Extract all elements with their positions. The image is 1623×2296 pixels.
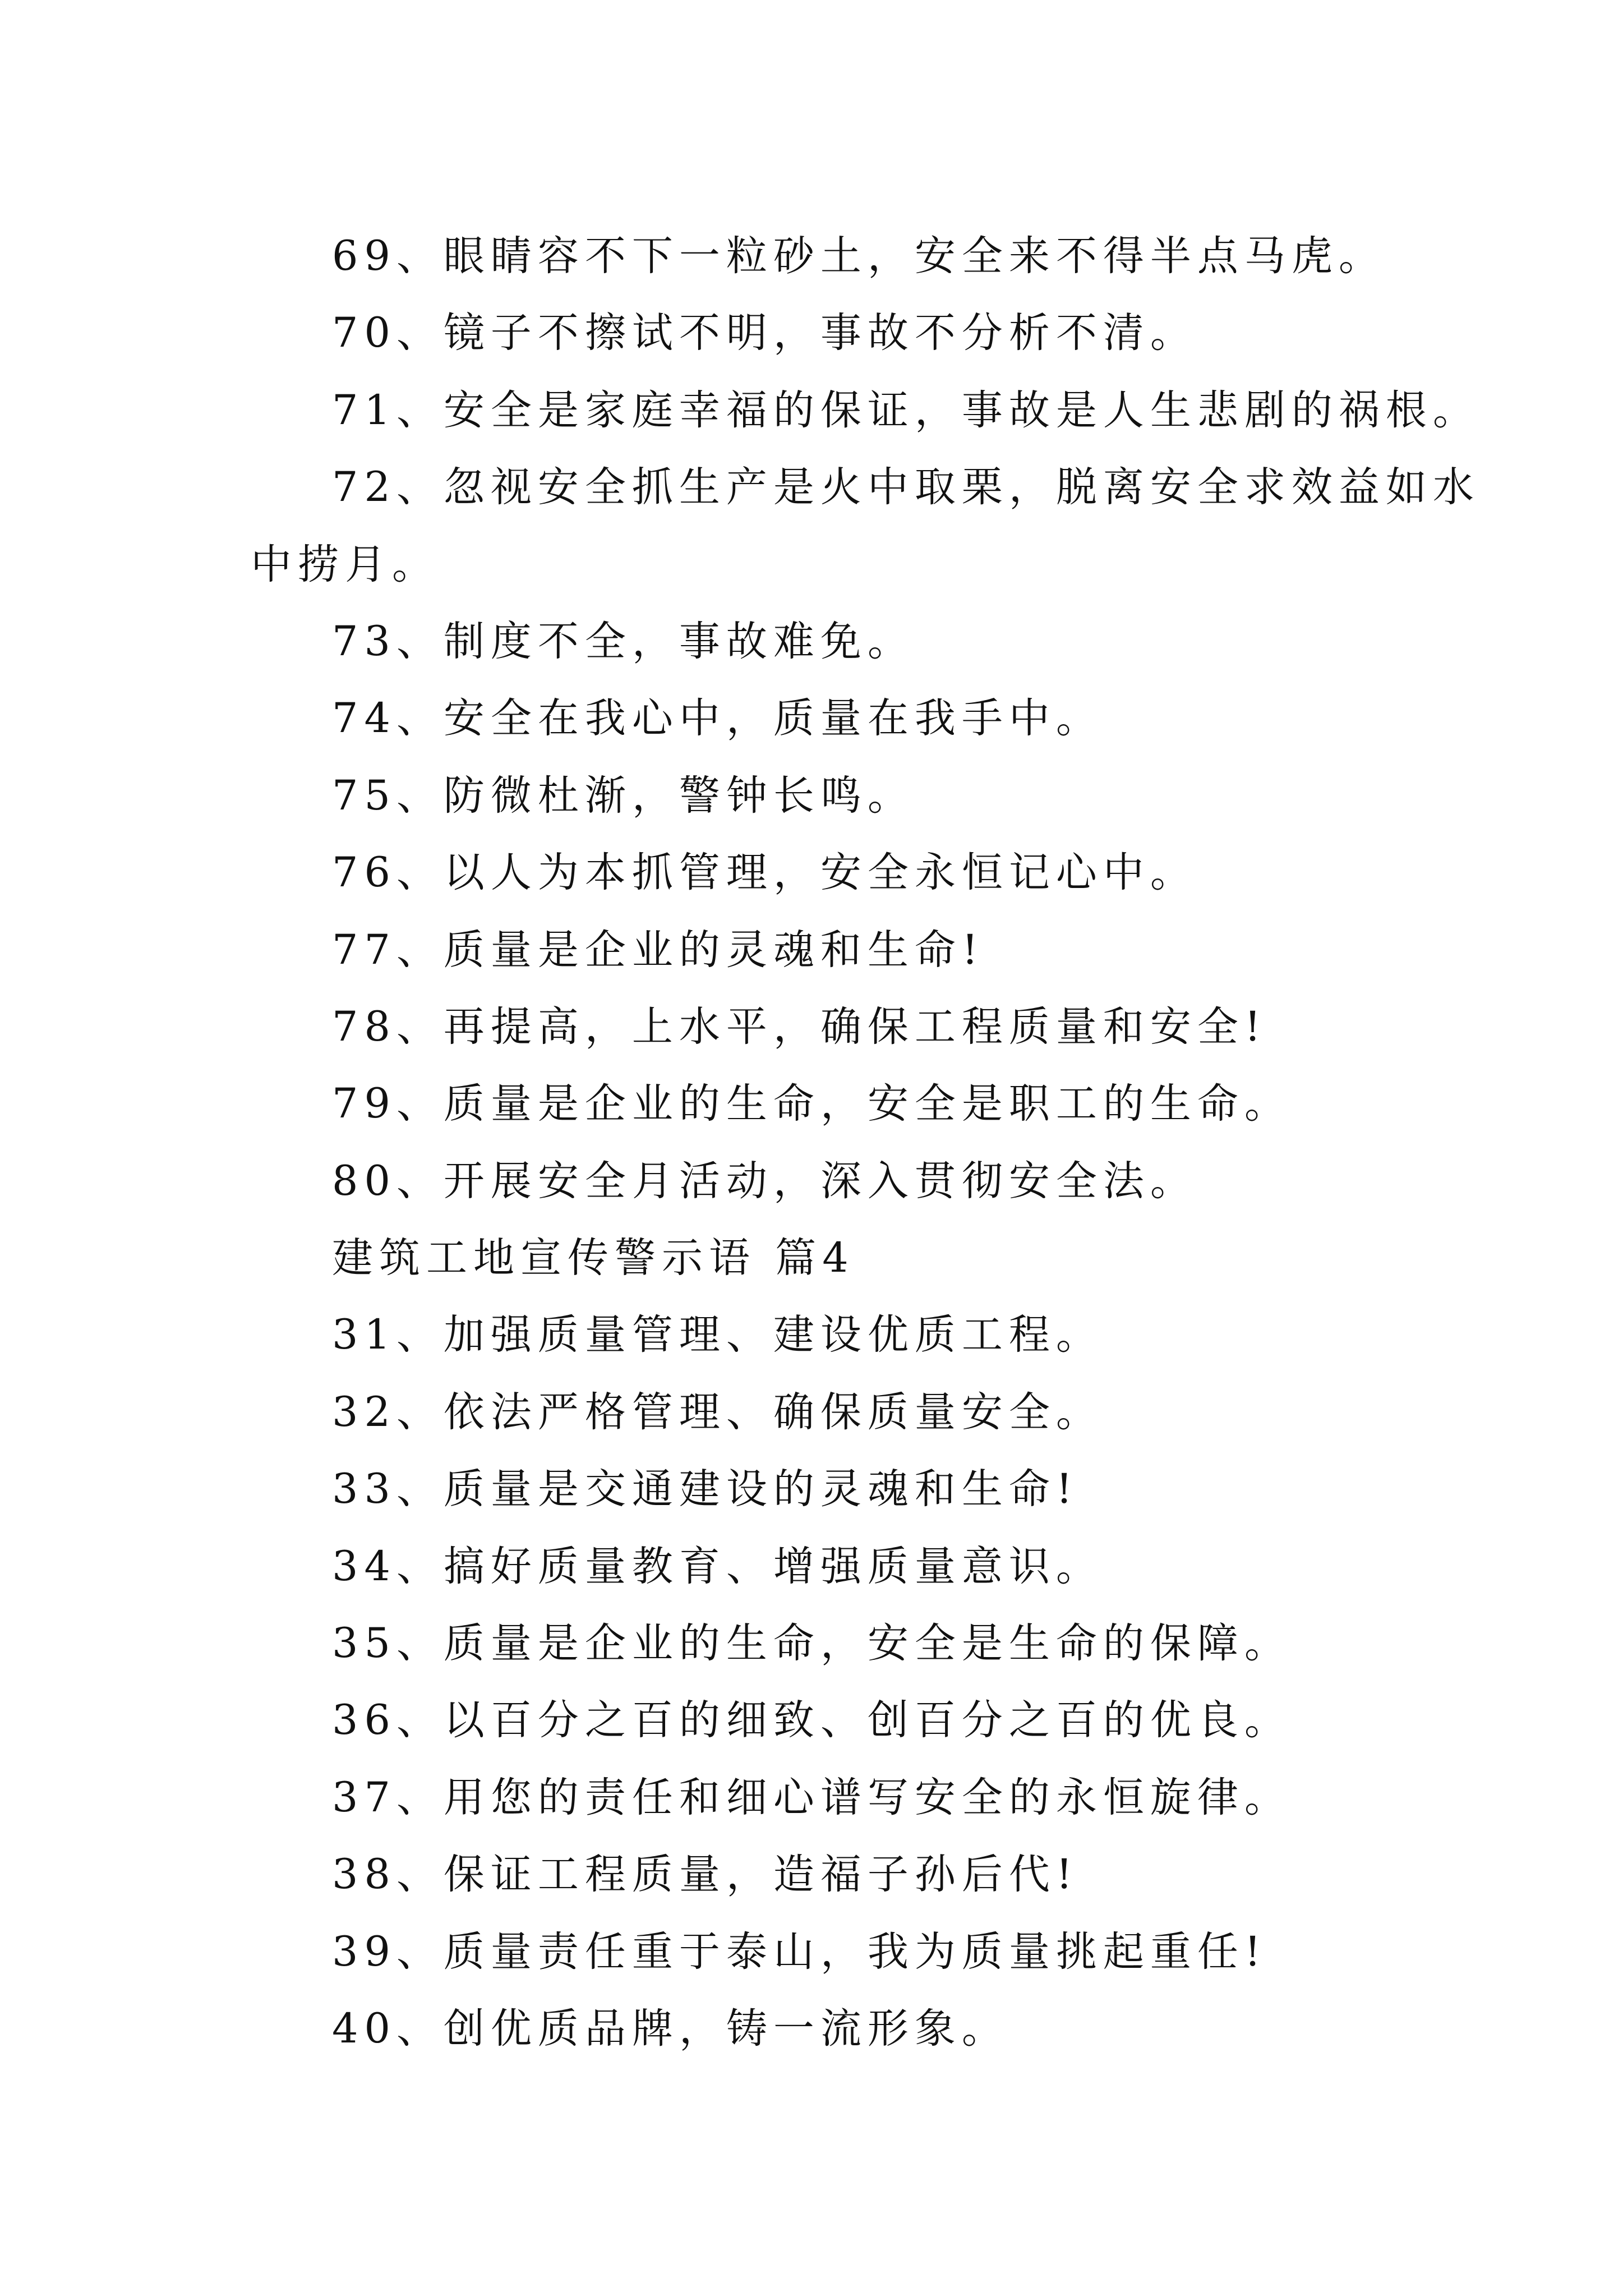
paragraph-line: 70、镜子不擦试不明，事故不分析不清。 (332, 309, 1197, 357)
paragraph-line: 71、安全是家庭幸福的保证，事故是人生悲剧的祸根。 (332, 386, 1480, 434)
paragraph-continuation-line: 中捞月。 (251, 540, 439, 588)
section-heading: 建筑工地宣传警示语 篇4 (332, 1234, 855, 1282)
paragraph-line: 75、防微杜渐，警钟长鸣。 (332, 771, 915, 820)
paragraph-line: 32、依法严格管理、确保质量安全。 (332, 1388, 1103, 1436)
paragraph-line: 35、质量是企业的生命，安全是生命的保障。 (332, 1619, 1292, 1668)
paragraph-line: 69、眼睛容不下一粒砂土，安全来不得半点马虎。 (332, 232, 1386, 280)
paragraph-line: 78、再提高，上水平，确保工程质量和安全! (332, 1002, 1267, 1051)
paragraph-line: 74、安全在我心中，质量在我手中。 (332, 694, 1103, 743)
paragraph-line: 79、质量是企业的生命，安全是职工的生命。 (332, 1080, 1292, 1128)
paragraph-line: 34、搞好质量教育、增强质量意识。 (332, 1542, 1103, 1590)
paragraph-line: 37、用您的责任和细心谱写安全的永恒旋律。 (332, 1773, 1292, 1821)
paragraph-line: 39、质量责任重于泰山，我为质量挑起重任! (332, 1927, 1267, 1976)
paragraph-line: 76、以人为本抓管理，安全永恒记心中。 (332, 849, 1197, 897)
document-body (251, 218, 1480, 2067)
paragraph-line: 72、忽视安全抓生产是火中取栗，脱离安全求效益如水 (332, 463, 1480, 512)
paragraph-line: 40、创优质品牌，铸一流形象。 (332, 2004, 1009, 2053)
paragraph-line: 80、开展安全月活动，深入贯彻安全法。 (332, 1157, 1197, 1205)
paragraph-line: 33、质量是交通建设的灵魂和生命! (332, 1465, 1079, 1513)
paragraph-line: 77、质量是企业的灵魂和生命! (332, 926, 985, 974)
paragraph-line: 73、制度不全，事故难免。 (332, 617, 915, 665)
paragraph-line: 36、以百分之百的细致、创百分之百的优良。 (332, 1696, 1292, 1745)
paragraph-line: 38、保证工程质量，造福子孙后代! (332, 1851, 1079, 1899)
paragraph-line: 31、加强质量管理、建设优质工程。 (332, 1311, 1103, 1359)
